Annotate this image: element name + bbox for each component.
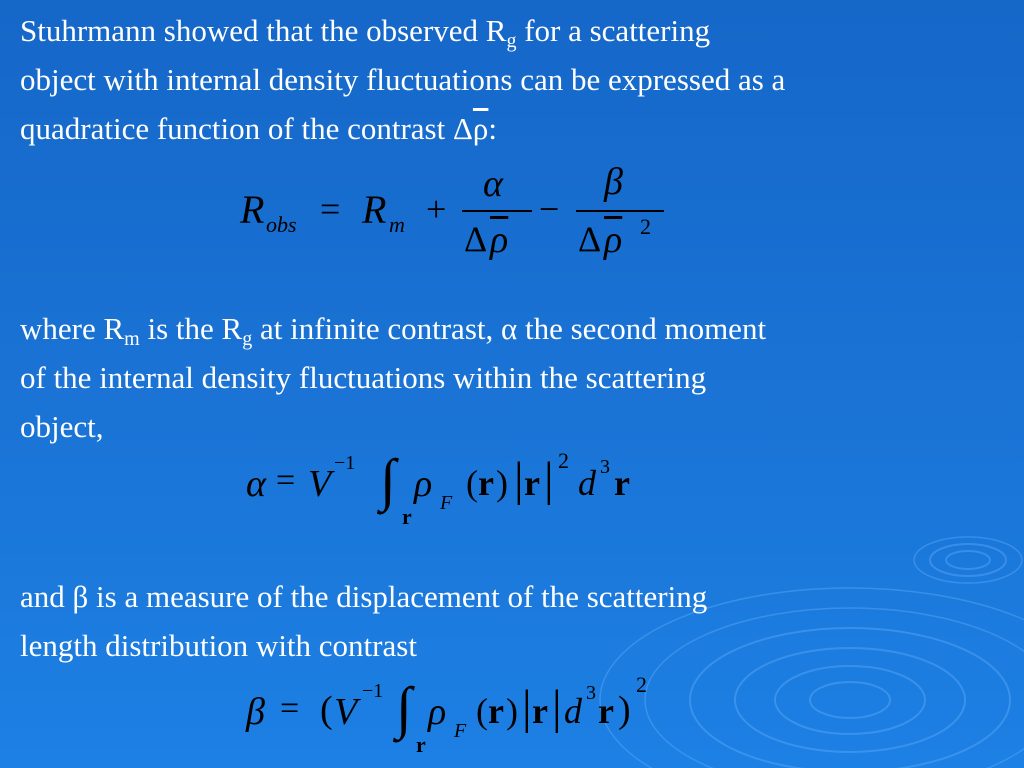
definition-line-3: object,	[20, 409, 104, 444]
intro-line-3: quadratice function of the contrast $\Delta\overline{\rho}$:	[20, 111, 498, 146]
definition-line-1: where $R_m$ is the $R_g$ at infinite contrast, α the second moment	[20, 311, 767, 350]
definition-paragraph	[20, 304, 1010, 451]
definition-line-2: of the internal density fluctuations within the scattering	[20, 360, 707, 395]
beta-line-1: and β is a measure of the displacement of the scattering	[20, 579, 708, 614]
intro-line-1: Stuhrmann showed that the observed $R_g$ for a scattering	[20, 13, 711, 52]
intro-line-2: object with internal density fluctuations can be expressed as a	[20, 62, 786, 97]
intro-paragraph	[20, 6, 1010, 153]
beta-paragraph	[20, 572, 1010, 670]
equation-robs: R obs = R m + α Δ $\overline{\rho}$ − β Δ $\overline{\rho}$ 2	[236, 168, 676, 276]
equation-beta: β = ( V −1 ∫ r ρ F ( r ) | r | d 3 r ) 2	[246, 672, 647, 757]
fraction-bar-beta	[576, 210, 664, 212]
equation-alpha: α = V −1 ∫ r ρ F ( r ) | r | 2 d 3 r	[246, 447, 630, 529]
beta-line-2: length distribution with contrast	[20, 628, 417, 663]
fraction-bar-alpha	[462, 210, 532, 212]
